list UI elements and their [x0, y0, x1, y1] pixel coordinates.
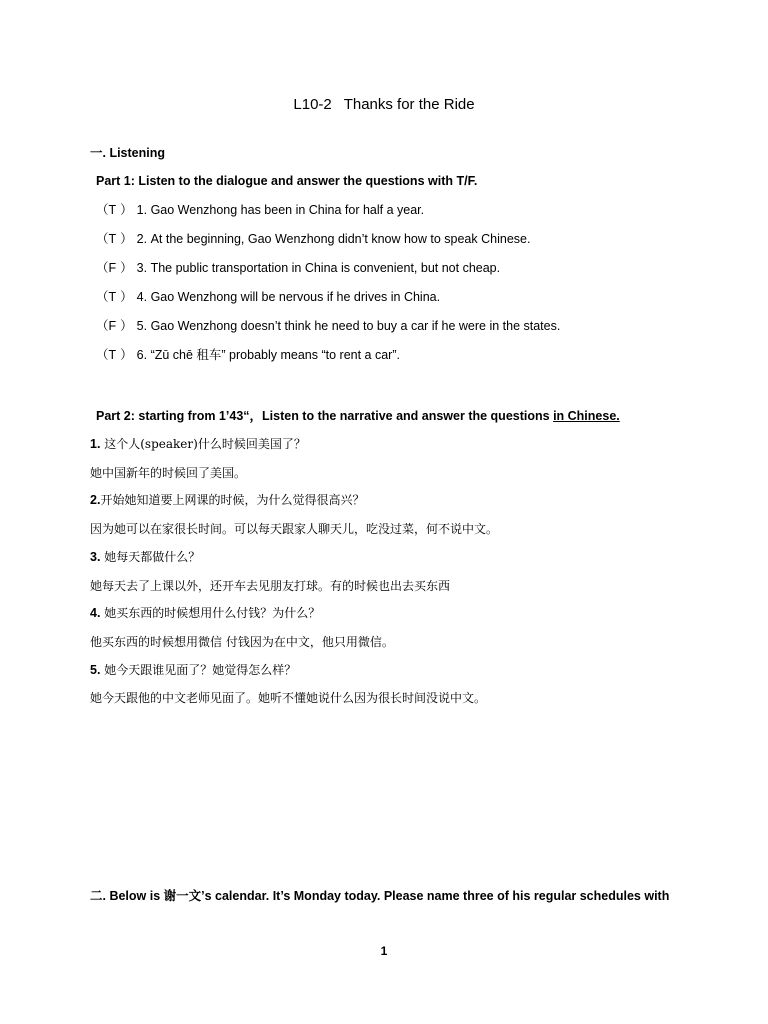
tf-close-paren: ） [120, 348, 133, 362]
part-1-heading: Part 1: Listen to the dialogue and answer the questions with T/F. [96, 174, 478, 188]
tf-answer: F [108, 319, 117, 333]
tf-statement: 6. “Zū chē 租车” probably means “to rent a car”. [136, 348, 400, 362]
tf-statement: 4. Gao Wenzhong will be nervous if he drives in China. [136, 290, 441, 304]
question-number: 2. [90, 493, 101, 507]
section-1-heading: 一. Listening [90, 146, 166, 160]
tf-item [96, 231, 530, 247]
question-text: 她今天跟谁见面了？她觉得怎么样？ [100, 663, 297, 677]
tf-close-paren: ） [120, 232, 133, 246]
question-text: 这个人(speaker)什么时候回美国了？ [100, 437, 306, 451]
tf-answer: T [108, 348, 117, 362]
question [90, 492, 364, 508]
tf-statement: 2. At the beginning, Gao Wenzhong didn’t know how to speak Chinese. [136, 232, 531, 246]
tf-open-paren: （ [96, 261, 109, 275]
tf-item [96, 260, 500, 276]
question [90, 549, 200, 565]
tf-statement: 5. Gao Wenzhong doesn’t think he need to buy a car if he were in the states. [136, 319, 561, 333]
tf-statement: 1. Gao Wenzhong has been in China for half a year. [136, 203, 425, 217]
tf-item [96, 289, 440, 305]
tf-item [96, 347, 400, 363]
part-2-heading-text: Part 2: starting from 1’43“，Listen to the narrative and answer the questions [96, 409, 554, 423]
tf-close-paren: ） [120, 319, 133, 333]
question [90, 605, 320, 621]
tf-statement: 3. The public transportation in China is convenient, but not cheap. [136, 261, 501, 275]
tf-answer: T [108, 203, 117, 217]
answer: 她中国新年的时候回了美国。 [90, 466, 247, 480]
tf-close-paren: ） [120, 261, 133, 275]
question-number: 5. [90, 663, 101, 677]
question-text: 她买东西的时候想用什么付钱？为什么？ [100, 606, 321, 620]
answer: 她每天去了上课以外，还开车去见朋友打球。有的时候也出去买东西 [90, 579, 451, 593]
part-2-heading-emphasis: in Chinese. [553, 409, 620, 423]
question-number: 4. [90, 606, 101, 620]
question [90, 436, 306, 452]
page-number: 1 [380, 944, 388, 958]
tf-close-paren: ） [120, 290, 133, 304]
tf-open-paren: （ [96, 290, 109, 304]
answer: 她今天跟他的中文老师见面了。她听不懂她说什么因为很长时间没说中文。 [90, 691, 487, 705]
tf-answer: T [108, 290, 117, 304]
question [90, 662, 296, 678]
question-number: 1. [90, 437, 101, 451]
answer: 他买东西的时候想用微信 付钱因为在中文，他只用微信。 [90, 635, 394, 649]
question-text: 她每天都做什么？ [100, 550, 201, 564]
lesson-code: L10-2 [293, 96, 332, 113]
part-2-heading [96, 408, 620, 424]
tf-open-paren: （ [96, 348, 109, 362]
tf-open-paren: （ [96, 232, 109, 246]
answer: 因为她可以在家很长时间。可以每天跟家人聊天儿，吃没过菜，何不说中文。 [90, 522, 499, 536]
page-title [0, 96, 768, 113]
tf-open-paren: （ [96, 203, 109, 217]
question-number: 3. [90, 550, 101, 564]
tf-item [96, 318, 560, 334]
question-text: 开始她知道要上网课的时候，为什么觉得很高兴？ [100, 493, 365, 507]
lesson-title: Thanks for the Ride [343, 96, 475, 113]
tf-answer: F [108, 261, 117, 275]
tf-answer: T [108, 232, 117, 246]
tf-close-paren: ） [120, 203, 133, 217]
tf-open-paren: （ [96, 319, 109, 333]
tf-item [96, 202, 424, 218]
section-2-heading: 二. Below is 谢一文’s calendar. It’s Monday today. Please name three of his regular schedules with [90, 889, 670, 903]
